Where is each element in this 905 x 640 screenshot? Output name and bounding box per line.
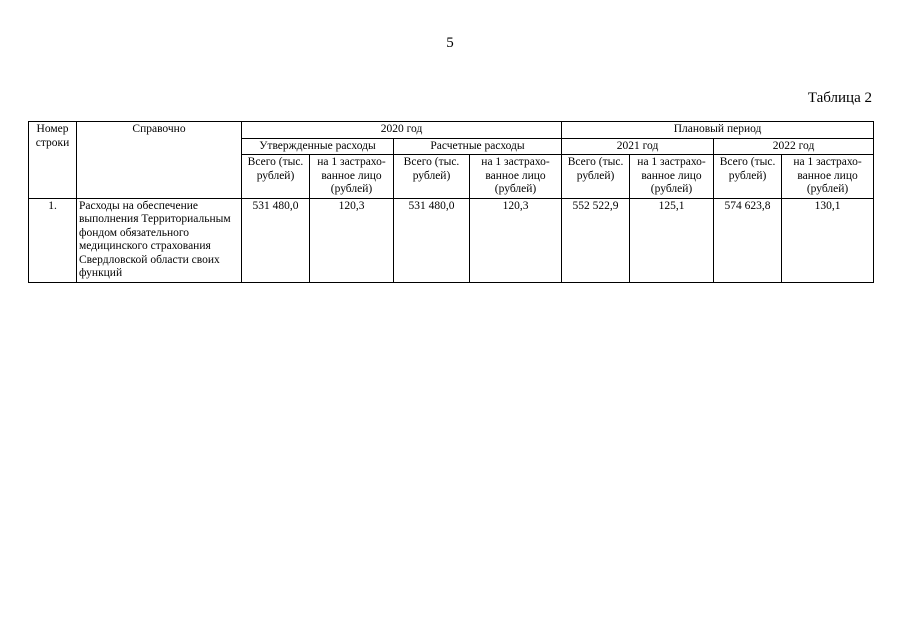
cell-approved-total: 531 480,0 — [242, 198, 310, 282]
cell-estimated-per-insured: 120,3 — [470, 198, 562, 282]
header-estimated-expenses: Расчетные расходы — [394, 138, 562, 155]
header-total-approved: Всего (тыс. рублей) — [242, 155, 310, 199]
header-per-insured-2022: на 1 застрахо-ванное лицо (рублей) — [782, 155, 874, 199]
header-planned-period: Плановый период — [562, 122, 874, 139]
header-total-2021: Всего (тыс. рублей) — [562, 155, 630, 199]
header-year-2022: 2022 год — [714, 138, 874, 155]
header-reference: Справочно — [77, 122, 242, 199]
header-per-insured-2021: на 1 застрахо-ванное лицо (рублей) — [630, 155, 714, 199]
row-description: Расходы на обеспечение выполнения Территориальным фондом обязательного медицинского страхования Свердловской области своих функций — [77, 198, 242, 282]
header-year-2021: 2021 год — [562, 138, 714, 155]
header-year-2020: 2020 год — [242, 122, 562, 139]
header-row-number: Номер строки — [29, 122, 77, 199]
cell-per-insured-2021: 125,1 — [630, 198, 714, 282]
row-number: 1. — [29, 198, 77, 282]
cell-per-insured-2022: 130,1 — [782, 198, 874, 282]
header-total-estimated: Всего (тыс. рублей) — [394, 155, 470, 199]
cell-estimated-total: 531 480,0 — [394, 198, 470, 282]
header-per-insured-estimated: на 1 застрахо-ванное лицо (рублей) — [470, 155, 562, 199]
expenses-table — [28, 121, 874, 283]
header-per-insured-approved: на 1 застрахо-ванное лицо (рублей) — [310, 155, 394, 199]
header-approved-expenses: Утвержденные расходы — [242, 138, 394, 155]
header-row-1 — [29, 122, 874, 139]
table-row — [29, 198, 874, 282]
header-total-2022: Всего (тыс. рублей) — [714, 155, 782, 199]
cell-total-2021: 552 522,9 — [562, 198, 630, 282]
cell-approved-per-insured: 120,3 — [310, 198, 394, 282]
cell-total-2022: 574 623,8 — [714, 198, 782, 282]
table-caption: Таблица 2 — [807, 90, 872, 106]
page-number: 5 — [446, 35, 454, 51]
